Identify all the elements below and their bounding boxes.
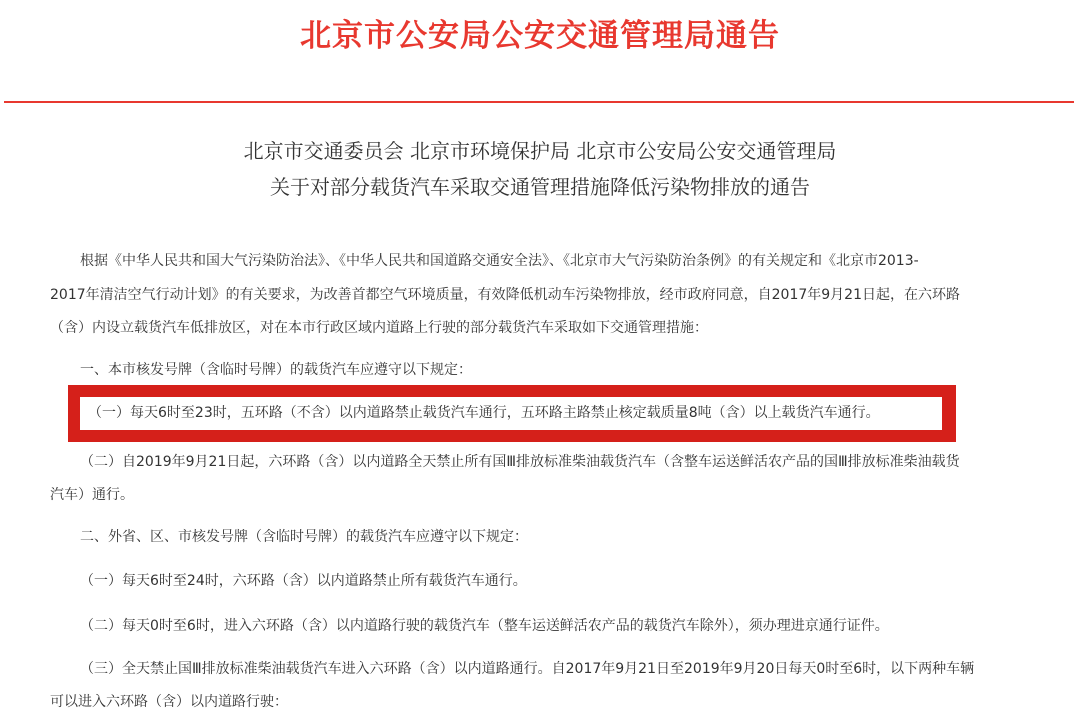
section-2-item-1: （一）每天6时至24时，六环路（含）以内道路禁止所有载货汽车通行。 bbox=[80, 573, 527, 589]
section-1-item-2-line-2: 汽车）通行。 bbox=[50, 487, 134, 503]
notice-title-line-1: 北京市交通委员会 北京市环境保护局 北京市公安局公安交通管理局 bbox=[243, 139, 837, 163]
section-2-item-3-line-1: （三）全天禁止国Ⅲ排放标准柴油载货汽车进入六环路（含）以内道路通行。自2017年9月21日至2019年9月20日每天0时至6时，以下两种车辆 bbox=[80, 661, 975, 677]
notice-title-line-2: 关于对部分载货汽车采取交通管理措施降低污染物排放的通告 bbox=[270, 175, 810, 199]
section-1-item-2-line-1: （二）自2019年9月21日起，六环路（含）以内道路全天禁止所有国Ⅲ排放标准柴油载货汽车（含整车运送鲜活农产品的国Ⅲ排放标准柴油载货 bbox=[80, 454, 960, 470]
section-2-item-2: （二）每天0时至6时，进入六环路（含）以内道路行驶的载货汽车（整车运送鲜活农产品的载货汽车除外），须办理进京通行证件。 bbox=[80, 618, 889, 634]
intro-line-3: （含）内设立载货汽车低排放区，对在本市行政区域内道路上行驶的部分载货汽车采取如下交通管理措施： bbox=[50, 320, 708, 336]
section-1-item-1: （一）每天6时至23时，五环路（不含）以内道路禁止载货汽车通行，五环路主路禁止核定载质量8吨（含）以上载货汽车通行。 bbox=[88, 405, 880, 421]
header-divider bbox=[4, 101, 1074, 103]
document-header bbox=[0, 0, 1080, 100]
intro-line-2: 2017年清洁空气行动计划》的有关要求，为改善首都空气环境质量，有效降低机动车污染物排放，经市政府同意，自2017年9月21日起，在六环路 bbox=[50, 287, 960, 303]
intro-line-1: 根据《中华人民共和国大气污染防治法》、《中华人民共和国道路交通安全法》、《北京市大气污染防治条例》的有关规定和《北京市2013- bbox=[80, 253, 919, 269]
highlight-inner bbox=[80, 397, 942, 430]
section-2-heading: 二、外省、区、市核发号牌（含临时号牌）的载货汽车应遵守以下规定： bbox=[80, 529, 528, 545]
section-2-item-3-line-2: 可以进入六环路（含）以内道路行驶： bbox=[50, 694, 288, 710]
section-1-heading: 一、本市核发号牌（含临时号牌）的载货汽车应遵守以下规定： bbox=[80, 362, 472, 378]
header-title: 北京市公安局公安交通管理局通告 bbox=[300, 18, 780, 54]
highlight-frame bbox=[68, 385, 956, 442]
